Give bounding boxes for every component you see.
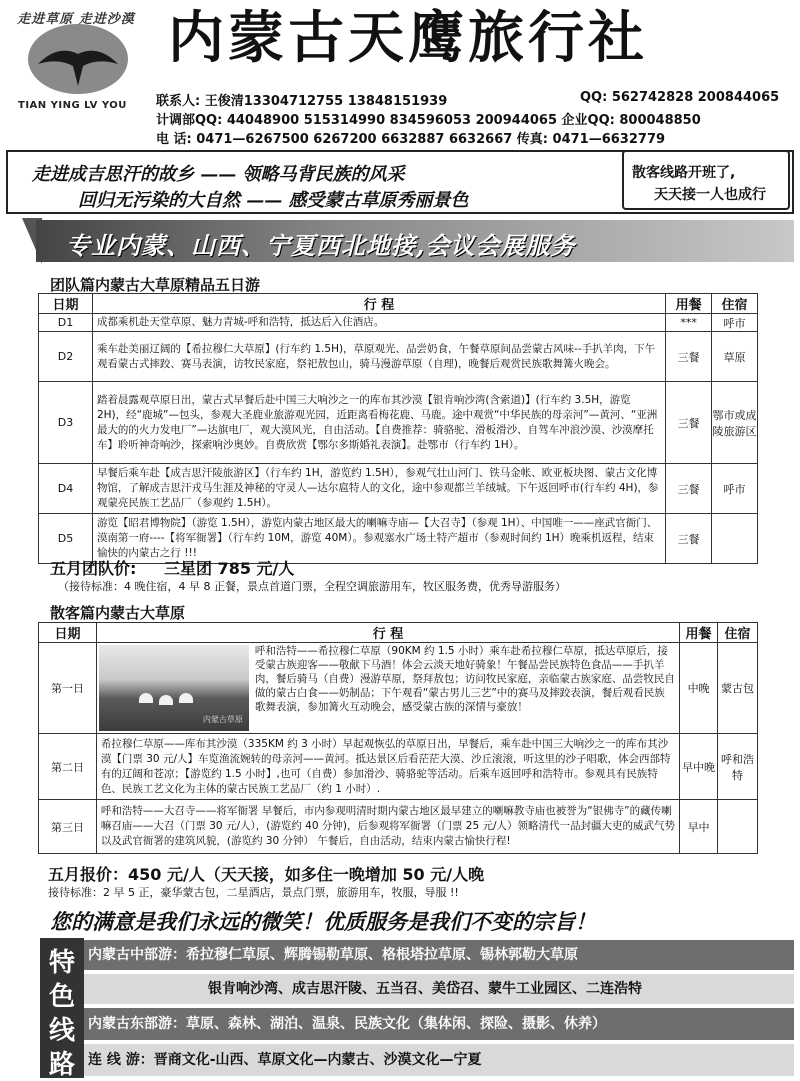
row-stay: 草原 (712, 332, 758, 382)
row-stay (718, 800, 758, 854)
table-header-row (39, 623, 758, 643)
row-meal: 早中 (680, 800, 718, 854)
table-row (39, 734, 758, 800)
contact-person: 联系人: 王俊清13304712755 13848151939 (156, 94, 448, 109)
header-meal: 用餐 (680, 623, 718, 643)
callout-line-1: 散客线路开班了, (632, 165, 736, 181)
eagle-logo-icon (28, 24, 128, 94)
row-day: D2 (39, 332, 93, 382)
featured-routes-label (40, 938, 84, 1078)
table-row (39, 332, 758, 382)
row-program: 乘车赴美丽辽阔的【希拉穆仁大草原】(行车约 1.5H)，草原观光、品尝奶食，午餐草原间品尝蒙古风味--手扒羊肉，下午观看蒙古式摔跤、赛马表演，访牧民家庭，祭祀敖包山，骑马漫游草原（自理)，晚餐后观赏民族歌舞篝火晚会。 (92, 332, 665, 382)
table-row (39, 643, 758, 734)
row-stay: 呼市 (712, 314, 758, 332)
row-stay: 呼市 (712, 464, 758, 514)
row-stay (712, 514, 758, 564)
side-char: 特 (48, 948, 75, 978)
row-day: D4 (39, 464, 93, 514)
dispatch-qq: 计调部QQ: 44048900 515314990 834596053 200944065 企业QQ: 800048850 (156, 113, 701, 128)
group-itinerary-table (38, 293, 758, 564)
group-price (50, 556, 294, 579)
route-central-2: 银肯响沙湾、成吉思汗陵、五当召、美岱召、蒙牛工业园区、二连浩特 (84, 974, 794, 1004)
grassland-photo (99, 645, 249, 731)
row-program: 早餐后乘车赴【成吉思汗陵旅游区】（行车约 1H，游览约 1.5H），参观气壮山河门、铁马金帐、欧亚板块图、蒙古文化博物馆，了解成吉思汗戎马生涯及神秘的守灵人—达尔扈特人的文化，途中参观都兰羊绒城。下午返回呼市(行车约 4H)，参观蒙亮民族工艺品厂（参观约 1.5H）。 (92, 464, 665, 514)
row-program: 呼和浩特——大召寺——将军衙署 早餐后，市内参观明清时期内蒙古地区最早建立的喇嘛教寺庙也被誉为“银佛寺”的藏传喇嘛召庙——大召（门票 30 元/人），(游览约 40 分钟)，后参观将军衙署（门票 25 元/人）领略清代一品封疆大吏的威武气势以及武官衙署的建筑风貌，(游览约 30 分钟） 午餐后，自由活动，结束内蒙古愉快行程! (96, 800, 679, 854)
row-stay: 鄂市或成陵旅游区 (712, 382, 758, 464)
row-day: D1 (39, 314, 93, 332)
slogan-line-1: 走进成吉思汗的故乡 —— 领略马背民族的风采 (32, 164, 405, 185)
service-banner (36, 220, 794, 262)
row-program-cell (96, 643, 679, 734)
row-day: D3 (39, 382, 93, 464)
side-char: 线 (48, 1016, 75, 1046)
row-program: 呼和浩特——希拉穆仁草原（90KM 约 1.5 小时）乘车赴希拉穆仁草原，抵达草原后，接受蒙古族迎客——敬献下马酒！体会云淡天地好骑象！午餐品尝民族特色食品——手扒羊肉，餐后骑马（自费）漫游草原，祭拜敖包；访问牧民家庭，亲临蒙古族家庭、品尝牧民自做的蒙古白食——奶制品；下午观看“蒙古男儿三艺”中的赛马及摔跤表演，餐后观看民族歌舞表演，参加篝火互动晚会，感受蒙古族的深情与豪放！ (254, 645, 675, 713)
row-program: 踏着晨露观草原日出，蒙古式早餐后赴中国三大响沙之一的库布其沙漠【银肯响沙湾(含索道)】(行车约 3.5H，游览 2H)，经“鹿城”—包头，参观大圣鹿业旅游观光园，近距离看梅花鹿、马鹿。途中观赏“中华民族的母亲河”—黄河、“亚洲最大的的火力发电厂”—达旗电厂，观大漠风光，自由活动。【自费推荐：骑骆驼、滑板滑沙、自驾车冲浪沙漠、沙漠摩托车】聆听神奇响沙，探索响沙奥妙。自费欣赏【鄂尔多斯婚礼表演】。赴鄂市（行车约 1H）。 (92, 382, 665, 464)
table-row (39, 464, 758, 514)
table-row (39, 314, 758, 332)
logo-slogan: 走进草原 走进沙漠 (17, 12, 135, 27)
header-date: 日期 (39, 294, 93, 314)
individual-price: 五月报价：450 元/人（天天接，如多住一晚增加 50 元/人晚 (48, 865, 485, 884)
contact-qq: QQ: 562742828 200844065 (580, 90, 780, 105)
row-day: 第二日 (39, 734, 97, 800)
table-header-row (39, 294, 758, 314)
row-program: 希拉穆仁草原——库布其沙漠（335KM 约 3 小时）早起观恢弘的草原日出，早餐后，乘车赴中国三大响沙之一的库布其沙漠【门票 30 元/人】车览渔流婉转的母亲河——黄河。抵达景区后看茫茫大漠、沙丘滚滚，听这里的沙子唱歌，体会西部特有的辽阔和苍凉；【游览约 1.5 小时】,也可（自费）参加滑沙、骑骆驼等活动。后乘车返回呼和浩特市。参观具有民族特色、民族工艺文化为主体的蒙古民族工艺品厂（约 1 小时）. (96, 734, 679, 800)
header-date: 日期 (39, 623, 97, 643)
table-row (39, 800, 758, 854)
row-meal: 三餐 (666, 332, 712, 382)
row-meal: 中晚 (680, 643, 718, 734)
individual-itinerary-table (38, 622, 758, 854)
row-meal: 早中晚 (680, 734, 718, 800)
row-program: 成都乘机赴天堂草原、魅力青城-呼和浩特，抵达后入住酒店。 (92, 314, 665, 332)
side-char: 色 (48, 982, 75, 1012)
header-meal: 用餐 (666, 294, 712, 314)
service-banner-text: 专业内蒙、山西、宁夏西北地接,会议会展服务 (66, 231, 576, 260)
group-price-label: 五月团队价: (50, 559, 137, 578)
row-stay: 呼和浩特 (718, 734, 758, 800)
group-price-value: 三星团 785 元/人 (163, 559, 295, 578)
table-row (39, 382, 758, 464)
header-stay: 住宿 (718, 623, 758, 643)
slogan-line-2: 回归无污染的大自然 —— 感受蒙古草原秀丽景色 (78, 190, 469, 211)
individual-standard: 接待标准：2 早 5 正，豪华蒙古包，二星酒店，景点门票，旅游用车，牧服，导服 !! (48, 886, 459, 899)
row-meal: 三餐 (666, 382, 712, 464)
route-central-1: 内蒙古中部游：希拉穆仁草原、辉腾锡勒草原、格根塔拉草原、锡林郭勒大草原 (84, 940, 794, 970)
group-tour-title: 团队篇内蒙古大草原精品五日游 (50, 276, 261, 294)
company-name: 内蒙古天鹰旅行社 (168, 6, 648, 71)
row-day: 第三日 (39, 800, 97, 854)
row-meal: 三餐 (666, 514, 712, 564)
row-meal: 三餐 (666, 464, 712, 514)
callout-bubble (622, 150, 790, 210)
group-standard: （接待标准：4 晚住宿，4 早 8 正餐，景点首道门票，全程空调旅游用车，牧区服务费，优秀导游服务） (58, 580, 566, 593)
photo-caption: 内蒙古草原 (202, 715, 243, 724)
route-connect: 连 线 游：晋商文化-山西、草原文化—内蒙古、沙漠文化—宁夏 (84, 1044, 794, 1076)
phone-fax: 电 话: 0471—6267500 6267200 6632887 6632667 传真: 0471—6632779 (156, 132, 666, 147)
row-day: D5 (39, 514, 93, 564)
header-stay: 住宿 (712, 294, 758, 314)
logo (6, 6, 146, 116)
motto: 您的满意是我们永远的微笑！优质服务是我们不变的宗旨！ (50, 909, 596, 934)
header-program: 行 程 (92, 294, 665, 314)
route-east: 内蒙古东部游：草原、森林、湖泊、温泉、民族文化（集体闲、探险、摄影、休养） (84, 1008, 794, 1040)
row-meal: *** (666, 314, 712, 332)
callout-line-2: 天天接一人也成行 (654, 187, 766, 203)
row-program: 游览【昭君博物院】（游览 1.5H），游览内蒙古地区最大的喇嘛寺庙—【大召寺】（参观 1H）、中国唯一——座武官衙门、漠南第一府----【将军衙署】（行车约 10M，游览 40M）。参观塞水广场土特产超市（参观时间约 1H）晚乘机返程，结束愉快的内蒙古之行 !!! (92, 514, 665, 564)
side-char: 路 (48, 1050, 75, 1080)
row-stay: 蒙古包 (718, 643, 758, 734)
logo-name: TIAN YING LV YOU (18, 100, 127, 111)
individual-tour-title: 散客篇内蒙古大草原 (50, 604, 186, 622)
header-program: 行 程 (96, 623, 679, 643)
row-day: 第一日 (39, 643, 97, 734)
